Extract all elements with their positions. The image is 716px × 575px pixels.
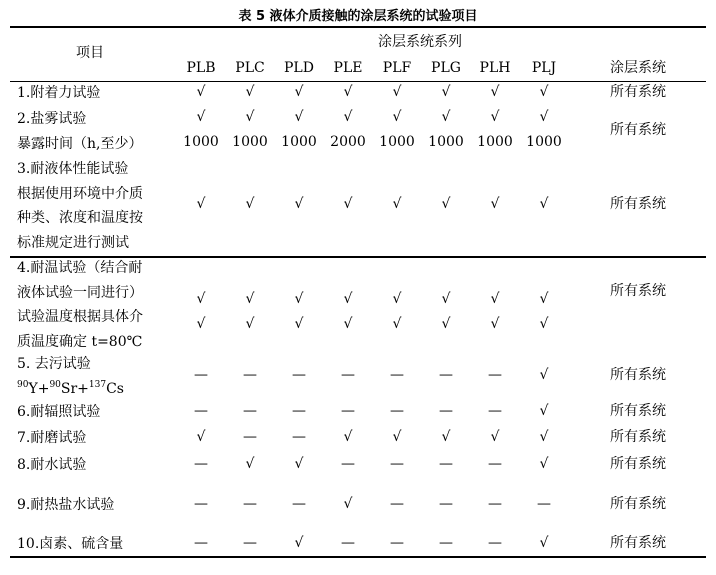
row-2-cell-plc: √ — [245, 109, 255, 125]
row-4-cell-pld: √ — [294, 316, 304, 332]
row-2-cell-pld: 1000 — [281, 134, 317, 150]
row-7-cell-plb: √ — [196, 429, 206, 445]
row-5-cell-plh: — — [488, 367, 502, 383]
series-header-pld: PLD — [284, 60, 314, 76]
row-2-cell-plg: √ — [441, 109, 451, 125]
series-header-plg: PLG — [431, 60, 461, 76]
row-6-cell-pld: — — [292, 403, 306, 419]
row-2-cell-ple: √ — [343, 109, 353, 125]
header-system-label: 涂层系统 — [610, 60, 666, 76]
row-6-cell-plc: — — [243, 403, 257, 419]
row-7-cell-plj: √ — [539, 429, 549, 445]
row-10-cell-plc: — — [243, 535, 257, 551]
row-5-cell-pld: — — [292, 367, 306, 383]
row-8-cell-plh: — — [488, 456, 502, 472]
row-4-cell-plh: √ — [490, 316, 500, 332]
row-8-cell-pld: √ — [294, 456, 304, 472]
row-7-item-line: 7.耐磨试验 — [17, 430, 87, 446]
row-5-cell-plb: — — [194, 367, 208, 383]
row-4-item-line: 试验温度根据具体介 — [17, 309, 143, 325]
row-7-system: 所有系统 — [610, 429, 666, 445]
row-3-item-line: 种类、浓度和温度按 — [17, 210, 143, 226]
row-4-cell-plg: √ — [441, 316, 451, 332]
row-2-cell-plj: 1000 — [526, 134, 562, 150]
row-1-cell-plf: √ — [392, 84, 402, 100]
row-2-cell-plb: 1000 — [183, 134, 219, 150]
row-4-cell-plc: √ — [245, 291, 255, 307]
row-3-cell-plf: √ — [392, 196, 402, 212]
row-1-system: 所有系统 — [610, 84, 666, 100]
row-9-cell-ple: √ — [343, 496, 353, 512]
row-6-cell-plb: — — [194, 403, 208, 419]
row-2-cell-plg: 1000 — [428, 134, 464, 150]
row-1-cell-plh: √ — [490, 84, 500, 100]
row-4-item-line: 4.耐温试验（结合耐 — [17, 260, 143, 276]
row-1-cell-pld: √ — [294, 84, 304, 100]
row-7-cell-plf: √ — [392, 429, 402, 445]
row-3-cell-plb: √ — [196, 196, 206, 212]
series-header-plc: PLC — [235, 60, 265, 76]
row-8-system: 所有系统 — [610, 456, 666, 472]
row-10-cell-plg: — — [439, 535, 453, 551]
row-7-cell-ple: √ — [343, 429, 353, 445]
row-4-cell-ple: √ — [343, 316, 353, 332]
row-1-cell-plc: √ — [245, 84, 255, 100]
row-3-cell-plc: √ — [245, 196, 255, 212]
row-10-cell-ple: — — [341, 535, 355, 551]
row-4-cell-ple: √ — [343, 291, 353, 307]
row-9-cell-plh: — — [488, 496, 502, 512]
row-4-cell-plh: √ — [490, 291, 500, 307]
series-header-plh: PLH — [479, 60, 511, 76]
row-3-cell-plg: √ — [441, 196, 451, 212]
row-8-cell-ple: — — [341, 456, 355, 472]
row-2-item-line: 2.盐雾试验 — [17, 111, 87, 127]
series-header-plb: PLB — [186, 60, 216, 76]
row-4-cell-plc: √ — [245, 316, 255, 332]
row-3-item-line: 标准规定进行测试 — [17, 234, 129, 251]
row-4-cell-plb: √ — [196, 316, 206, 332]
row-1-cell-ple: √ — [343, 84, 353, 100]
row-6-system: 所有系统 — [610, 403, 666, 419]
row-2-cell-pld: √ — [294, 109, 304, 125]
row-9-cell-plf: — — [390, 496, 404, 512]
row-1-cell-plg: √ — [441, 84, 451, 100]
row-10-cell-pld: √ — [294, 535, 304, 551]
row-3-cell-plj: √ — [539, 196, 549, 212]
row-1-cell-plb: √ — [196, 84, 206, 100]
row-5-cell-plj: √ — [539, 367, 549, 383]
row-7-cell-pld: — — [292, 429, 306, 445]
row-5-item-line: $^{90}$Y+$^{90}$Sr+$^{137}$Cs — [17, 379, 124, 397]
row-2-cell-plf: 1000 — [379, 134, 415, 150]
row-10-cell-plf: — — [390, 535, 404, 551]
row-6-item-line: 6.耐辐照试验 — [17, 404, 101, 420]
row-3-system: 所有系统 — [610, 196, 666, 212]
row-3-cell-ple: √ — [343, 196, 353, 212]
row-1-cell-plj: √ — [539, 84, 549, 100]
row-8-cell-plj: √ — [539, 456, 549, 472]
row-9-cell-pld: — — [292, 496, 306, 512]
series-header-plj: PLJ — [531, 60, 557, 76]
row-2-cell-plj: √ — [539, 109, 549, 125]
row-10-cell-plb: — — [194, 535, 208, 551]
row-2-cell-plh: √ — [490, 109, 500, 125]
row-8-cell-plf: — — [390, 456, 404, 472]
row-1-item-line: 1.附着力试验 — [17, 85, 101, 101]
row-6-cell-plh: — — [488, 403, 502, 419]
row-7-cell-plc: — — [243, 429, 257, 445]
row-3-item-line: 根据使用环境中介质 — [17, 185, 143, 202]
row-3-cell-pld: √ — [294, 196, 304, 212]
row-7-cell-plh: √ — [490, 429, 500, 445]
row-8-cell-plg: — — [439, 456, 453, 472]
row-5-system: 所有系统 — [610, 367, 666, 383]
row-9-cell-plj: — — [537, 496, 551, 512]
row-9-cell-plg: — — [439, 496, 453, 512]
series-header-ple: PLE — [333, 60, 363, 76]
row-8-cell-plb: — — [194, 456, 208, 472]
row-9-system: 所有系统 — [610, 496, 666, 512]
row-3-item-line: 3.耐液体性能试验 — [17, 161, 129, 177]
row-2-cell-plb: √ — [196, 109, 206, 125]
row-5-cell-ple: — — [341, 367, 355, 383]
table-caption: 表 5 液体介质接触的涂层系统的试验项目 — [238, 9, 478, 24]
row-6-cell-plg: — — [439, 403, 453, 419]
row-4-cell-plf: √ — [392, 316, 402, 332]
row-4-cell-plb: √ — [196, 291, 206, 307]
row-8-cell-plc: √ — [245, 456, 255, 472]
row-6-cell-plj: √ — [539, 403, 549, 419]
top-rule — [10, 26, 706, 28]
row-4-cell-plj: √ — [539, 316, 549, 332]
row-5-cell-plc: — — [243, 367, 257, 383]
header-item-label: 项目 — [76, 45, 104, 61]
row-4-cell-pld: √ — [294, 291, 304, 307]
row-4-item-line: 质温度确定 t=80℃ — [17, 333, 143, 350]
row-5-cell-plg: — — [439, 367, 453, 383]
row-4-cell-plj: √ — [539, 291, 549, 307]
row-7-cell-plg: √ — [441, 429, 451, 445]
row-5-item-line: 5. 去污试验 — [17, 356, 91, 372]
row-6-cell-plf: — — [390, 403, 404, 419]
row-2-system: 所有系统 — [610, 122, 666, 138]
row-10-system: 所有系统 — [610, 535, 666, 551]
series-header-plf: PLF — [382, 60, 412, 76]
row-9-item-line: 9.耐热盐水试验 — [17, 497, 115, 513]
row-9-cell-plb: — — [194, 496, 208, 512]
row-9-cell-plc: — — [243, 496, 257, 512]
row-4-item-line: 液体试验一同进行） — [17, 284, 143, 301]
row-2-item-line: 暴露时间（h,至少） — [17, 135, 143, 152]
row-6-cell-ple: — — [341, 403, 355, 419]
row-3-cell-plh: √ — [490, 196, 500, 212]
row-8-item-line: 8.耐水试验 — [17, 457, 87, 473]
row-10-cell-plj: √ — [539, 535, 549, 551]
row-10-cell-plh: — — [488, 535, 502, 551]
row-4-system: 所有系统 — [610, 283, 666, 299]
header-group-label: 涂层系统系列 — [378, 34, 462, 50]
row-4-cell-plf: √ — [392, 291, 402, 307]
header-rule — [10, 81, 706, 82]
row-4-cell-plg: √ — [441, 291, 451, 307]
row-10-item-line: 10.卤素、硫含量 — [17, 536, 124, 552]
row-2-cell-plh: 1000 — [477, 134, 513, 150]
row-2-cell-plc: 1000 — [232, 134, 268, 150]
row-2-cell-plf: √ — [392, 109, 402, 125]
row-2-cell-ple: 2000 — [330, 134, 366, 150]
row-5-cell-plf: — — [390, 367, 404, 383]
